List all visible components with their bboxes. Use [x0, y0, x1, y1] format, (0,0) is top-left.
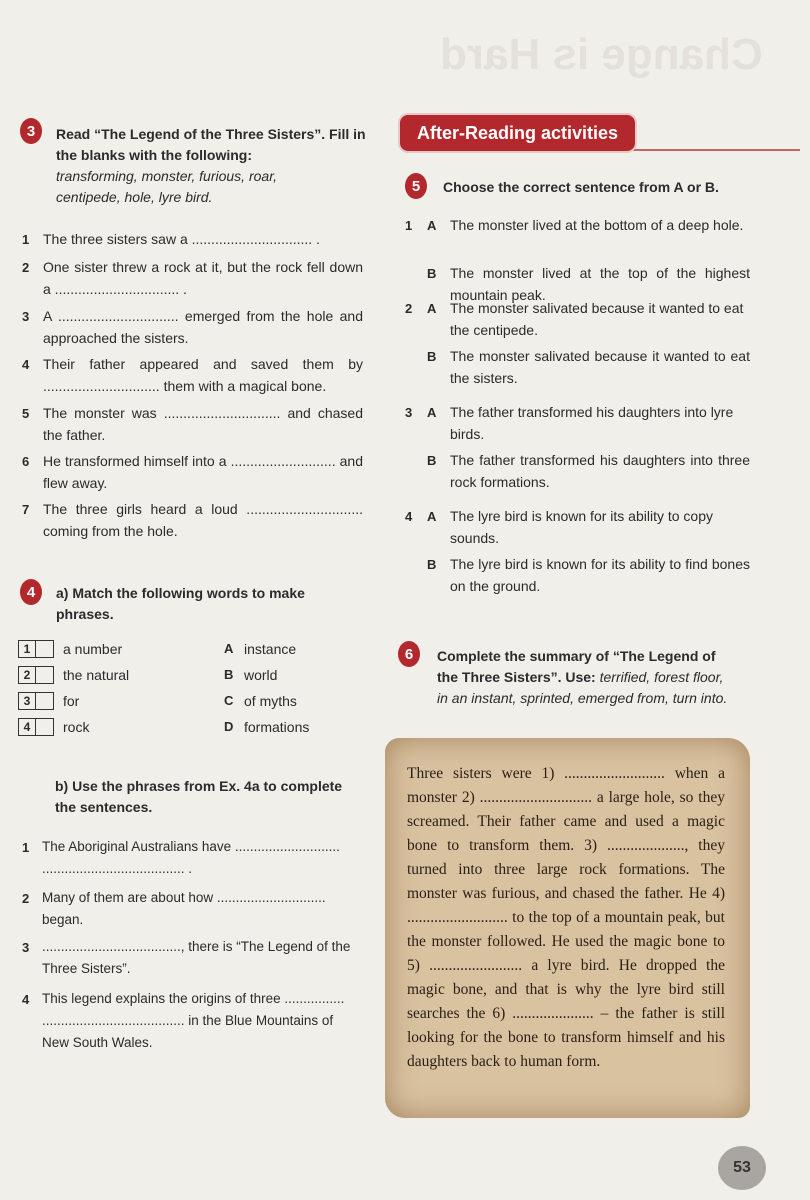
option-b-label: B [427, 266, 437, 281]
option-b-label: B [427, 453, 437, 468]
phrase-letter: C [224, 693, 234, 708]
item-text: ....................................., there is “The Legend of the Three Sisters”. [42, 939, 351, 976]
phrase-end: world [244, 667, 278, 683]
exercise-4-badge: 4 [20, 579, 42, 605]
item-number: 7 [22, 502, 30, 517]
phrase-start: rock [63, 719, 90, 735]
exercise-4b-heading: b) Use the phrases from Ex. 4a to complete the sentences. [55, 778, 343, 815]
phrase-start: for [63, 693, 80, 709]
phrase-start: a number [63, 641, 123, 657]
item-text: A ............................... emerged from the hole and approached the sisters. [43, 308, 363, 346]
item-text: The three girls heard a loud .............................. coming from the hole. [43, 501, 363, 539]
item-number: 4 [405, 509, 413, 524]
option-b-text: The monster lived at the top of the highest mountain peak. [450, 265, 750, 303]
option-a-label: A [427, 301, 437, 316]
item-number: 1 [405, 218, 413, 233]
phrase-end: of myths [244, 693, 297, 709]
option-b-text: The monster salivated because it wanted to eat the sisters. [450, 348, 750, 386]
page-number: 53 [718, 1146, 766, 1190]
item-number: 4 [22, 992, 30, 1007]
phrase-end: formations [244, 719, 310, 735]
item-text: The Aboriginal Australians have ............................ ...................................... . [42, 839, 340, 876]
item-number: 2 [22, 891, 30, 906]
item-text: The three sisters saw a ............................... . [43, 231, 320, 247]
exercise-5-heading: Choose the correct sentence from A or B. [443, 179, 719, 195]
option-a-text: The monster lived at the bottom of a deep hole. [450, 217, 744, 233]
option-a-label: A [427, 218, 437, 233]
answer-box [18, 640, 54, 658]
exercise-4a-heading: a) Match the following words to make phrases. [56, 585, 305, 622]
item-number: 1 [22, 232, 30, 247]
exercise-3-heading [56, 124, 371, 208]
option-a-text: The lyre bird is known for its ability to copy sounds. [450, 508, 713, 546]
list-item [405, 297, 753, 392]
phrase-letter: D [224, 719, 234, 734]
phrase-end: instance [244, 641, 297, 657]
answer-box [18, 666, 54, 684]
answer-box-number: 4 [19, 719, 36, 735]
phrase-letter: A [224, 641, 234, 656]
item-text: This legend explains the origins of three ................ ...................................... in the Blue Mountains of New South Wales. [42, 991, 345, 1050]
exercise-3-badge: 3 [20, 118, 42, 144]
item-text: One sister threw a rock at it, but the rock fell down a ................................ . [43, 259, 363, 297]
list-item [405, 401, 753, 496]
item-text: He transformed himself into a ........................... and flew away. [43, 453, 363, 491]
option-b-text: The lyre bird is known for its ability to find bones on the ground. [450, 556, 750, 594]
option-b-label: B [427, 349, 437, 364]
exercise-3-instruction: Read “The Legend of the Three Sisters”. Fill in the blanks with the following: [56, 126, 366, 163]
exercise-6-heading [437, 646, 737, 709]
after-reading-title: After-Reading activities [400, 115, 635, 151]
item-text: Many of them are about how ............................. began. [42, 890, 326, 927]
item-number: 2 [405, 301, 413, 316]
item-number: 1 [22, 840, 30, 855]
option-a-text: The monster salivated because it wanted to eat the centipede. [450, 300, 744, 338]
list-item [405, 505, 753, 600]
item-number: 4 [22, 357, 30, 372]
exercise-3-word-list: transforming, monster, furious, roar, centipede, hole, lyre bird. [56, 168, 277, 205]
item-text: The monster was .............................. and chased the father. [43, 405, 363, 443]
answer-box-number: 2 [19, 667, 36, 683]
answer-box-number: 1 [19, 641, 36, 657]
exercise-6-word-list: terrified, forest floor, in an instant, sprinted, emerged from, turn into. [437, 669, 728, 706]
item-number: 3 [405, 405, 413, 420]
item-number: 3 [22, 940, 30, 955]
answer-box-number: 3 [19, 693, 36, 709]
ghost-title: Change is Hard [440, 30, 763, 79]
option-b-label: B [427, 557, 437, 572]
exercise-6-badge: 6 [398, 641, 420, 667]
exercise-6-instruction: Complete the summary of “The Legend of the Three Sisters”. Use: [437, 648, 716, 685]
item-text: Their father appeared and saved them by .............................. them with a magical bone. [43, 356, 363, 394]
phrase-letter: B [224, 667, 234, 682]
option-b-text: The father transformed his daughters into three rock formations. [450, 452, 750, 490]
item-number: 6 [22, 454, 30, 469]
answer-box [18, 718, 54, 736]
item-number: 5 [22, 406, 30, 421]
phrase-start: the natural [63, 667, 130, 683]
answer-box [18, 692, 54, 710]
option-a-label: A [427, 509, 437, 524]
exercise-5-badge: 5 [405, 173, 427, 199]
option-a-label: A [427, 405, 437, 420]
item-number: 2 [22, 260, 30, 275]
item-number: 3 [22, 309, 30, 324]
option-a-text: The father transformed his daughters into lyre birds. [450, 404, 734, 442]
list-item [405, 214, 753, 309]
summary-text: Three sisters were 1) .......................... when a monster 2) ............................. a large hole, so they screamed. Their father came and used a magic bone to transform them. 3) ...................., they turned into three large rock formations. The monster was furious, and chased the father. He 4) .......................... to the top of a mountain peak, but the monster followed. He used the magic bone to 5) ........................ a lyre bird. He dropped the magic bone, and that is why the lyre bird still searches the 6) ..................... – the father is still looking for the bone to transform himself and his daughters back to human form. [407, 765, 725, 1070]
